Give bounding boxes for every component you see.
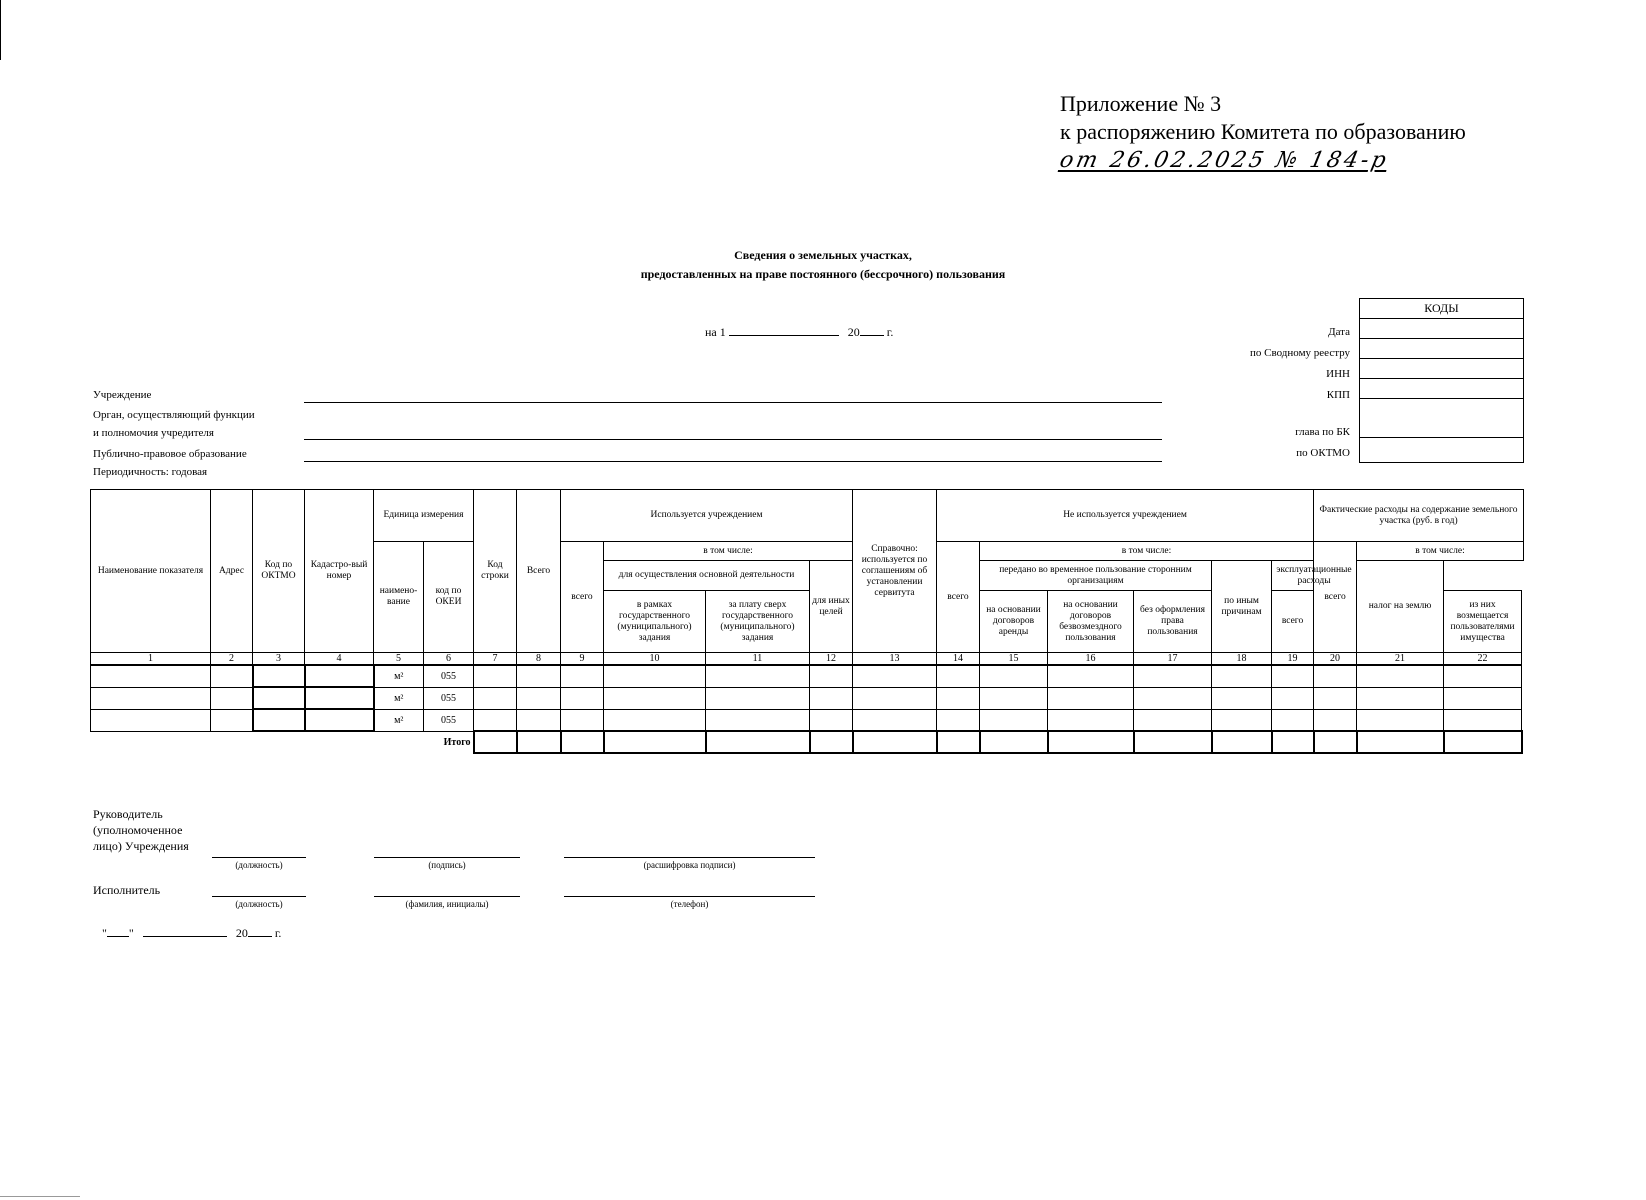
cell[interactable] [1134,709,1212,731]
header-lease: на основании договоров аренды [980,591,1048,653]
col-num: 7 [474,653,517,666]
unit-cell: м² [374,709,424,731]
cell[interactable] [1314,687,1357,709]
label-bk: глава по БК [1295,426,1350,438]
cell[interactable] [1048,665,1134,687]
col-num: 21 [1357,653,1444,666]
cell[interactable] [937,709,980,731]
unit-cell: м² [374,665,424,687]
cell[interactable] [853,709,937,731]
cell[interactable] [561,709,604,731]
header-operating: эксплуатационные расходы [1272,561,1357,591]
cell[interactable] [211,687,253,709]
appendix-handwritten-number: от 26.02.2025 № 184-р [1057,148,1392,173]
total-cell[interactable] [1357,731,1444,753]
cell[interactable] [305,665,374,687]
label-authority-1: Орган, осуществляющий функции [93,409,255,421]
cell[interactable] [211,709,253,731]
cell[interactable] [810,665,853,687]
day-blank[interactable] [107,924,129,937]
header-not-used: Не используется учреждением [937,490,1314,542]
col-num: 10 [604,653,706,666]
cell[interactable] [1134,687,1212,709]
head-line-1: Руководитель [93,807,163,821]
header-state-task: в рамках государственного (муниципального) задания [604,591,706,653]
cell[interactable] [1357,687,1444,709]
executor-position-line[interactable] [212,896,306,897]
col-num: 18 [1212,653,1272,666]
cell[interactable] [1212,709,1272,731]
cell[interactable] [91,665,211,687]
cell[interactable] [1314,709,1357,731]
cell[interactable] [1357,665,1444,687]
cell[interactable] [980,709,1048,731]
signature-date [102,924,281,941]
head-decode-line[interactable] [564,857,815,858]
cell[interactable] [1272,687,1314,709]
total-cell[interactable] [1134,731,1212,753]
cell[interactable] [253,709,305,731]
cell[interactable] [810,687,853,709]
year-blank[interactable] [860,323,884,336]
header-unit-name: наимено-вание [374,542,424,653]
cell[interactable] [604,665,706,687]
header-used: Используется учреждением [561,490,853,542]
total-cell[interactable] [937,731,980,753]
label-registry: по Сводному реестру [1250,347,1350,359]
label-date: Дата [1328,326,1350,338]
col-num: 5 [374,653,424,666]
total-cell[interactable] [853,731,937,753]
public-entity-line[interactable] [304,461,1162,462]
header-expenses: Фактические расходы на содержание земельного участка (руб. в год) [1314,490,1524,542]
cell[interactable] [474,709,517,731]
cell[interactable] [937,665,980,687]
label-authority-2: и полномочия учредителя [93,427,214,439]
cell[interactable] [91,687,211,709]
total-cell[interactable] [1444,731,1522,753]
total-cell[interactable] [561,731,604,753]
label-public-entity: Публично-правовое образование [93,448,247,460]
cell[interactable] [1048,687,1134,709]
cell[interactable] [1048,709,1134,731]
code-inn[interactable] [1360,359,1524,379]
head-line-3: лицо) Учреждения [93,839,189,853]
table-row [91,709,1524,731]
total-label: Итого [443,736,471,748]
cell[interactable] [706,687,810,709]
header-used-total: всего [561,542,604,653]
total-cell[interactable] [1314,731,1357,753]
total-cell[interactable] [604,731,706,753]
header-oktmo: Код по ОКТМО [253,490,305,653]
cell[interactable] [1314,665,1357,687]
head-position-line[interactable] [212,857,306,858]
institution-line[interactable] [304,402,1162,403]
caption-position-2: (должность) [235,899,283,909]
caption-decode: (расшифровка подписи) [643,860,736,870]
header-paid: за плату сверх государственного (муниципального) задания [706,591,810,653]
col-num: 17 [1134,653,1212,666]
code-kpp[interactable] [1360,379,1524,399]
cell[interactable] [980,687,1048,709]
header-transferred: передано во временное пользование сторонним организациям [980,561,1212,591]
total-cell[interactable] [1212,731,1272,753]
cell[interactable] [1272,665,1314,687]
col-num: 2 [211,653,253,666]
cell[interactable] [1212,665,1272,687]
cell[interactable] [517,665,561,687]
cell[interactable] [253,687,305,709]
header-expenses-incl: в том числе: [1357,542,1524,561]
cell[interactable] [1444,687,1522,709]
code-date[interactable] [1360,319,1524,339]
header-reference: Справочно: используется по соглашениям об установлении сервитута [853,490,937,653]
cell[interactable] [1357,709,1444,731]
header-unit: Единица измерения [374,490,474,542]
col-num: 11 [706,653,810,666]
col-num: 20 [1314,653,1357,666]
label-periodicity: Периодичность: годовая [93,466,208,478]
col-num: 8 [517,653,561,666]
cell[interactable] [517,709,561,731]
col-num: 12 [810,653,853,666]
quote-open: " [102,926,107,940]
title-line-1: Сведения о земельных участках, [734,248,912,262]
col-num: 4 [305,653,374,666]
table-row [91,687,1524,709]
cell[interactable] [1212,687,1272,709]
report-date [705,323,893,340]
cell[interactable] [853,687,937,709]
label-oktmo: по ОКТМО [1296,447,1350,459]
label-kpp: КПП [1326,389,1350,401]
appendix-title: Приложение № 3 [1060,91,1222,116]
header-no-rights: без оформления права пользования [1134,591,1212,653]
header-name: Наименование показателя [91,490,211,653]
cell[interactable] [810,709,853,731]
cell[interactable] [305,709,374,731]
header-other-purposes: для иных целей [810,561,853,653]
head-label [93,806,189,854]
cell[interactable] [706,665,810,687]
year-prefix: 20 [847,325,860,339]
cell[interactable] [1272,709,1314,731]
title-line-2: предоставленных на праве постоянного (бессрочного) пользования [640,267,1006,281]
header-operating-total: всего [1272,591,1314,653]
date-prefix: на 1 [705,325,726,339]
col-num: 6 [424,653,474,666]
total-cell[interactable] [1048,731,1134,753]
cell[interactable] [305,687,374,709]
cell[interactable] [474,665,517,687]
cell[interactable] [937,687,980,709]
executor-label: Исполнитель [93,883,161,897]
month-blank[interactable] [143,924,227,937]
header-reimbursed: из них возмещается пользователями имущества [1444,591,1522,653]
authority-line[interactable] [304,439,1162,440]
code-registry[interactable] [1360,339,1524,359]
cell[interactable] [1134,665,1212,687]
header-free-use: на основании договоров безвозмездного пользования [1048,591,1134,653]
code-bk[interactable] [1360,399,1524,438]
cell[interactable] [211,665,253,687]
caption-signature: (подпись) [428,860,466,870]
head-line-2: (уполномоченное [93,823,183,837]
total-row [91,731,1524,753]
cell[interactable] [1444,709,1522,731]
executor-phone-line[interactable] [564,896,815,897]
col-num: 13 [853,653,937,666]
cell[interactable] [253,665,305,687]
codes-header: КОДЫ [1360,299,1524,319]
header-land-tax: налог на землю [1357,561,1444,653]
land-plots-table [90,489,1524,754]
cell[interactable] [980,665,1048,687]
executor-name-line[interactable] [374,896,520,897]
label-inn: ИНН [1326,368,1350,380]
appendix-block [1057,90,1466,175]
cell[interactable] [561,687,604,709]
caption-phone: (телефон) [670,899,709,909]
cell[interactable] [91,709,211,731]
caption-position: (должность) [235,860,283,870]
quote-close: " [128,926,134,940]
okei-cell: 055 [424,665,474,687]
okei-cell: 055 [424,709,474,731]
header-not-used-incl: в том числе: [980,542,1314,561]
unit-cell: м² [374,687,424,709]
col-num: 14 [937,653,980,666]
col-num: 3 [253,653,305,666]
header-used-incl: в том числе: [604,542,853,561]
year-prefix-2: 20 [235,926,248,940]
year-suffix-2: г. [274,926,282,940]
cell[interactable] [604,709,706,731]
col-num: 9 [561,653,604,666]
code-oktmo[interactable] [1360,438,1524,463]
okei-cell: 055 [424,687,474,709]
appendix-reference: к распоряжению Комитета по образованию [1060,119,1466,144]
label-institution: Учреждение [93,389,152,401]
header-address: Адрес [211,490,253,653]
total-cell[interactable] [1272,731,1314,753]
header-other-reasons: по иным причинам [1212,561,1272,653]
head-signature-line[interactable] [374,857,520,858]
codes-table [1359,298,1524,463]
col-num: 1 [91,653,211,666]
total-cell[interactable] [517,731,561,753]
col-num: 15 [980,653,1048,666]
year-suffix: г. [886,325,894,339]
cell[interactable] [517,687,561,709]
cell[interactable] [474,687,517,709]
caption-name: (фамилия, инициалы) [405,899,489,909]
cell[interactable] [853,665,937,687]
total-cell[interactable] [706,731,810,753]
document-title [0,246,1646,284]
cell[interactable] [561,665,604,687]
total-cell[interactable] [474,731,517,753]
date-blank[interactable] [729,323,839,336]
header-main-activity: для осуществления основной деятельности [604,561,810,591]
scan-edge-line [0,1196,80,1197]
col-num: 16 [1048,653,1134,666]
header-unit-code: код по ОКЕИ [424,542,474,653]
header-cadastral: Кадастро-вый номер [305,490,374,653]
header-row-code: Код строки [474,490,517,653]
margin-line [0,0,1,60]
cell[interactable] [706,709,810,731]
col-num: 22 [1444,653,1522,666]
table-row [91,665,1524,687]
cell[interactable] [604,687,706,709]
column-numbers-row [91,653,1524,666]
col-num: 19 [1272,653,1314,666]
year-blank-2[interactable] [248,924,272,937]
header-total: Всего [517,490,561,653]
total-cell[interactable] [980,731,1048,753]
total-cell[interactable] [810,731,853,753]
header-expenses-total: всего [1314,542,1357,653]
header-not-used-total: всего [937,542,980,653]
cell[interactable] [1444,665,1522,687]
